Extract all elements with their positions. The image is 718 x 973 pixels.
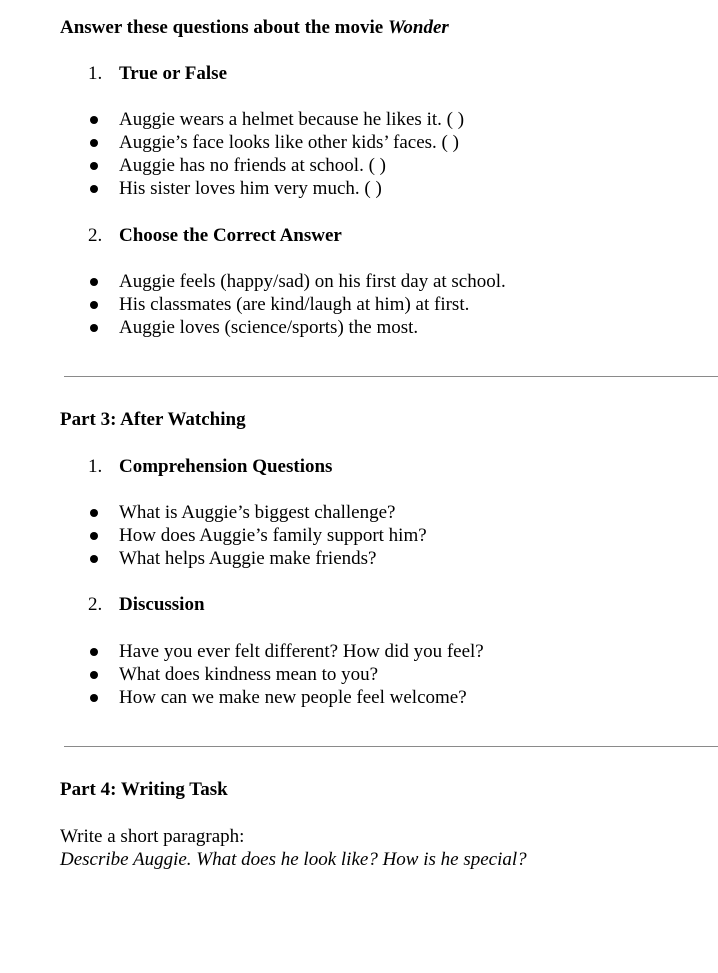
- discussion-list: [88, 640, 484, 709]
- list-item-text: Auggie loves (science/sports) the most.: [119, 317, 419, 338]
- list-item: [88, 686, 484, 709]
- section-true-false-heading: [88, 62, 227, 86]
- list-item: [88, 640, 484, 663]
- list-item-text: His sister loves him very much. ( ): [119, 178, 382, 199]
- bullet-icon: [90, 139, 98, 147]
- section-number: 1.: [88, 63, 103, 84]
- section-label: Choose the Correct Answer: [119, 225, 342, 246]
- list-item: [88, 316, 506, 339]
- bullet-icon: [90, 162, 98, 170]
- list-item: [88, 663, 484, 686]
- section-choose-answer-heading: [88, 224, 342, 248]
- list-item: [88, 547, 427, 570]
- bullet-icon: [90, 278, 98, 286]
- section-divider: [64, 376, 718, 377]
- list-item-text: Auggie feels (happy/sad) on his first day at school.: [119, 271, 506, 292]
- section-divider: [64, 746, 718, 747]
- list-item-text: How does Auggie’s family support him?: [119, 525, 427, 546]
- section-number: 2.: [88, 594, 103, 615]
- bullet-icon: [90, 648, 98, 656]
- worksheet-title: [60, 16, 449, 40]
- list-item-text: Have you ever felt different? How did you feel?: [119, 641, 484, 662]
- part3-heading: Part 3: After Watching: [60, 409, 246, 430]
- discussion-heading: [88, 593, 205, 617]
- section-label: Discussion: [119, 594, 205, 615]
- writing-prompt: Describe Auggie. What does he look like? How is he special?: [60, 849, 527, 870]
- list-item-text: Auggie has no friends at school. ( ): [119, 155, 386, 176]
- list-item: [88, 293, 506, 316]
- list-item: [88, 524, 427, 547]
- movie-title: Wonder: [387, 17, 449, 38]
- section-number: 2.: [88, 225, 103, 246]
- list-item-text: What is Auggie’s biggest challenge?: [119, 502, 396, 523]
- bullet-icon: [90, 532, 98, 540]
- list-item: [88, 154, 464, 177]
- list-item-text: Auggie wears a helmet because he likes it. ( ): [119, 109, 465, 130]
- bullet-icon: [90, 694, 98, 702]
- list-item-text: What does kindness mean to you?: [119, 664, 379, 685]
- bullet-icon: [90, 185, 98, 193]
- list-item: [88, 501, 427, 524]
- section-label: Comprehension Questions: [119, 456, 333, 477]
- bullet-icon: [90, 671, 98, 679]
- list-item: [88, 270, 506, 293]
- list-item: [88, 108, 464, 131]
- bullet-icon: [90, 555, 98, 563]
- list-item: [88, 177, 464, 200]
- list-item-text: His classmates (are kind/laugh at him) at first.: [119, 294, 470, 315]
- section-number: 1.: [88, 456, 103, 477]
- title-prefix: Answer these questions about the movie: [60, 17, 388, 38]
- list-item-text: How can we make new people feel welcome?: [119, 687, 467, 708]
- writing-instruction: Write a short paragraph:: [60, 826, 245, 847]
- list-item-text: What helps Auggie make friends?: [119, 548, 377, 569]
- choose-answer-list: [88, 270, 506, 339]
- comprehension-questions-list: [88, 501, 427, 570]
- list-item-text: Auggie’s face looks like other kids’ faces. ( ): [119, 132, 459, 153]
- list-item: [88, 131, 464, 154]
- bullet-icon: [90, 301, 98, 309]
- true-false-list: [88, 108, 464, 200]
- bullet-icon: [90, 509, 98, 517]
- bullet-icon: [90, 116, 98, 124]
- bullet-icon: [90, 324, 98, 332]
- section-label: True or False: [119, 63, 227, 84]
- part4-heading: Part 4: Writing Task: [60, 779, 228, 800]
- comprehension-questions-heading: [88, 455, 332, 479]
